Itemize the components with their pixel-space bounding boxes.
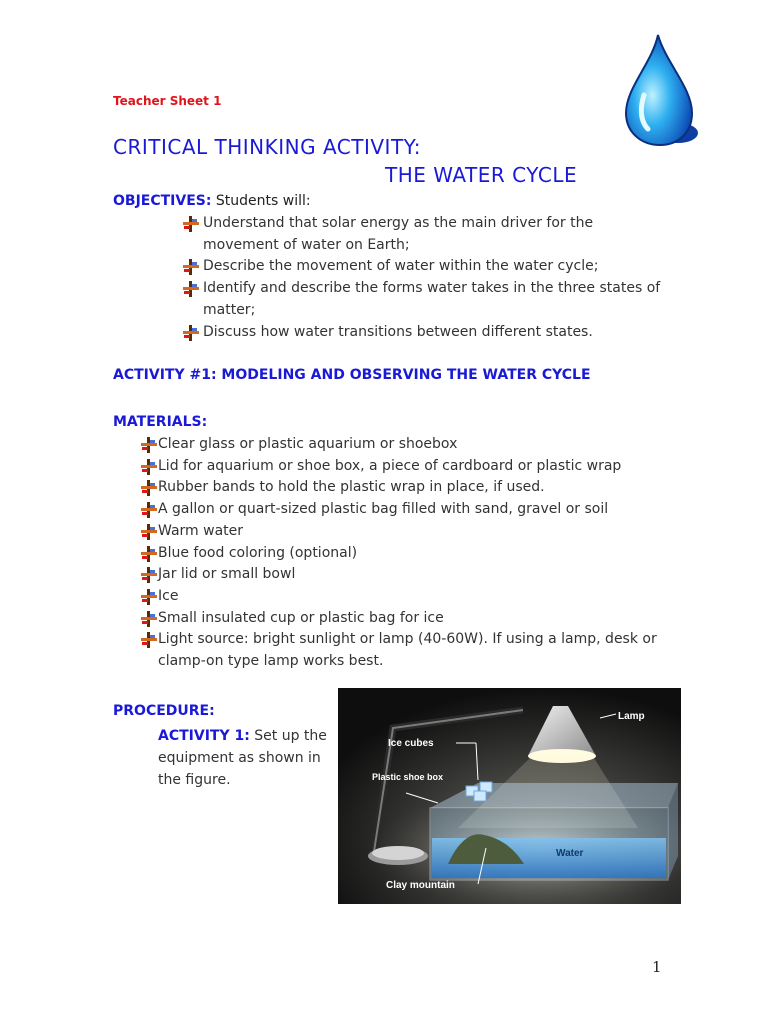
activity-1-instructions: Set up the equipment as shown in the figure. <box>158 728 327 788</box>
figure-label-lamp: Lamp <box>618 711 645 722</box>
procedure-heading: PROCEDURE: <box>113 703 215 719</box>
push-pin-bullet-icon <box>141 611 157 627</box>
list-item <box>141 629 671 672</box>
activity-1-label: ACTIVITY 1: <box>158 728 250 744</box>
objectives-row <box>113 193 311 209</box>
material-text: Light source: bright sunlight or lamp (40-60W). If using a lamp, desk or clamp-on type lamp works best. <box>158 631 657 670</box>
push-pin-bullet-icon <box>141 567 157 583</box>
figure-label-water: Water <box>556 848 584 859</box>
materials-heading: MATERIALS: <box>113 414 208 430</box>
material-text: Jar lid or small bowl <box>158 566 296 583</box>
objectives-intro: Students will: <box>215 193 311 209</box>
list-item <box>141 434 671 456</box>
list-item <box>141 608 671 630</box>
list-item <box>183 278 673 321</box>
activity-heading: ACTIVITY #1: MODELING AND OBSERVING THE WATER CYCLE <box>113 367 591 383</box>
page-title-line2: THE WATER CYCLE <box>385 163 578 187</box>
objective-text: Identify and describe the forms water takes in the three states of matter; <box>203 280 661 318</box>
push-pin-bullet-icon <box>141 589 157 605</box>
list-item <box>183 322 673 344</box>
push-pin-bullet-icon <box>183 259 199 275</box>
push-pin-bullet-icon <box>141 437 157 453</box>
objective-text: Understand that solar energy as the main driver for the movement of water on Earth; <box>203 215 594 253</box>
list-item <box>183 213 673 256</box>
material-text: Ice <box>158 587 179 604</box>
figure-label-ice-cubes: Ice cubes <box>388 738 434 749</box>
push-pin-bullet-icon <box>141 459 157 475</box>
material-text: A gallon or quart-sized plastic bag filled with sand, gravel or soil <box>158 501 609 518</box>
objectives-list <box>183 213 673 343</box>
list-item <box>141 586 671 608</box>
figure-label-clay-mountain: Clay mountain <box>386 880 455 891</box>
push-pin-bullet-icon <box>183 281 199 297</box>
material-text: Blue food coloring (optional) <box>158 544 358 561</box>
list-item <box>141 456 671 478</box>
push-pin-bullet-icon <box>141 524 157 540</box>
figure-label-plastic-shoe-box <box>372 772 443 782</box>
water-drop-icon <box>622 33 700 148</box>
page-number: 1 <box>652 958 662 976</box>
objective-text: Discuss how water transitions between different states. <box>203 323 593 340</box>
water-cycle-setup-figure <box>338 688 681 904</box>
material-text: Small insulated cup or plastic bag for ice <box>158 609 444 626</box>
objectives-heading: OBJECTIVES: <box>113 193 212 209</box>
list-item <box>141 499 671 521</box>
list-item <box>141 477 671 499</box>
procedure-step-1 <box>158 725 333 791</box>
material-text: Warm water <box>158 522 244 539</box>
material-text: Rubber bands to hold the plastic wrap in place, if used. <box>158 479 545 496</box>
push-pin-bullet-icon <box>141 480 157 496</box>
list-item <box>141 564 671 586</box>
figure-label-plastic-shoe-box-text: Plastic shoe box <box>372 772 444 782</box>
list-item <box>141 543 671 565</box>
objective-text: Describe the movement of water within the water cycle; <box>203 258 599 275</box>
push-pin-bullet-icon <box>141 546 157 562</box>
material-text: Lid for aquarium or shoe box, a piece of cardboard or plastic wrap <box>158 457 622 474</box>
page-title-line1: CRITICAL THINKING ACTIVITY: <box>113 135 421 159</box>
push-pin-bullet-icon <box>141 632 157 648</box>
push-pin-bullet-icon <box>141 502 157 518</box>
teacher-sheet-label: Teacher Sheet 1 <box>113 94 222 108</box>
material-text: Clear glass or plastic aquarium or shoebox <box>158 436 458 452</box>
materials-list <box>141 434 671 673</box>
list-item <box>183 256 673 278</box>
push-pin-bullet-icon <box>183 325 199 341</box>
push-pin-bullet-icon <box>183 216 199 232</box>
list-item <box>141 521 671 543</box>
